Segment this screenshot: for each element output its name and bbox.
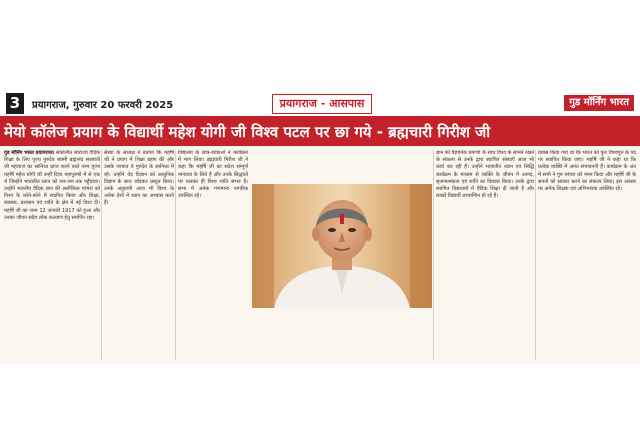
column-text: प्रयास किया गया था कि भारत को पुनः विश्वगुरु के पद पर स्थापित किया जाए। महर्षि जी ने कहा था कि प्रत्येक व्यक्ति में अनंत संभावनाएँ हैं। कार्यक्रम के अंत में सभी ने गुरु परंपरा को नमन किया और महर्षि जी के सपनों को साकार करने का संकल्प लिया। इस अवसर पर अनेक शिक्षक एवं अभिभावक उपस्थित रहे। [538,150,636,193]
headline-band [0,118,640,146]
column-text: संस्था के अध्यक्ष ने बताया कि महर्षि जी ने प्रयाग में शिक्षा ग्रहण की और उसके पश्चात वे गुरुदेव के सानिध्य में रहे। उन्होंने वेद विज्ञान को आधुनिक विज्ञान के साथ जोड़कर प्रस्तुत किया। उनके अनुयायी आज भी विश्व के अनेक देशों में ध्यान का अभ्यास करते हैं। [104,150,174,207]
page-header [0,92,640,118]
article-column-4 [436,150,534,360]
column-divider [433,150,434,360]
column-divider [535,150,536,360]
article-column-2 [104,150,174,360]
article-column-3 [178,150,248,360]
dateline: प्रयागराज, गुरुवार 20 फरवरी 2025 [32,100,174,111]
column-text: विद्यालय के छात्र-छात्राओं ने कार्यक्रम में भाग लिया। ब्रह्मचारी गिरीश जी ने कहा कि महर्षि जी का संदेश सम्पूर्ण मानवता के लिये है और उनके सिद्धांतों पर चलकर ही विश्व शांति संभव है। सभा में अनेक गणमान्य नागरिक उपस्थित रहे। [178,150,248,200]
section-title: प्रयागराज - आसपास [272,94,372,114]
speaker-photo [252,184,432,308]
column-divider [175,150,176,360]
article-column-1 [4,150,100,360]
portrait-image [252,184,432,308]
article-headline: मेयो कॉलेज प्रयाग के विद्यार्थी महेश योगी जी विश्व पटल पर छा गये - ब्रह्मचारी गिरीश जी [4,123,491,141]
page-number: 3 [6,93,24,114]
column-text: संकल्पित स्वराज्य वैदिक शिक्षा के लिए पूज्य गुरुदेव स्वामी ब्रह्मानंद सरस्वती जी महाराज का सानिध्य प्राप्त करने वाले परम पूज्य महर्षि महेश योगी जी उन्हीं दिव्य महापुरुषों में से एक थे जिन्होंने भावातीत ध्यान को जन-जन तक पहुँचाया। उन्होंने भारतीय वैदिक ज्ञान की अलौकिक परंपरा को विश्व के कोने-कोने में स्थापित किया और शिक्षा, स्वास्थ्य, प्रशासन एवं शांति के क्षेत्र में नई दिशा दी। महर्षि जी का जन्म 12 जनवरी 1917 को हुआ और उनका जीवन सदैव लोक कल्याण हेतु समर्पित रहा। [4,150,100,221]
newspaper-page [0,92,640,364]
column-text: ज्ञान को वैज्ञानिक प्रमाणों के साथ विश्व के सामने रखने के संकल्प से उनके द्वारा स्थापित संस्थाएँ आज भी कार्य कर रही हैं। उन्होंने भावातीत ध्यान एवं सिद्धि कार्यक्रम के माध्यम से व्यक्ति के जीवन में आनंद, सृजनात्मकता एवं शांति का विकास किया। उनके द्वारा स्थापित विद्यालयों में वैदिक शिक्षा दी जाती है और लाखों विद्यार्थी लाभान्वित हो रहे हैं। [436,150,534,200]
column-divider [101,150,102,360]
article-column-5 [538,150,636,360]
masthead-logo: गुड मॉर्निंग भारत [564,95,634,111]
article-byline: गुड मॉर्निंग भारत प्रयागराज। [4,150,55,156]
